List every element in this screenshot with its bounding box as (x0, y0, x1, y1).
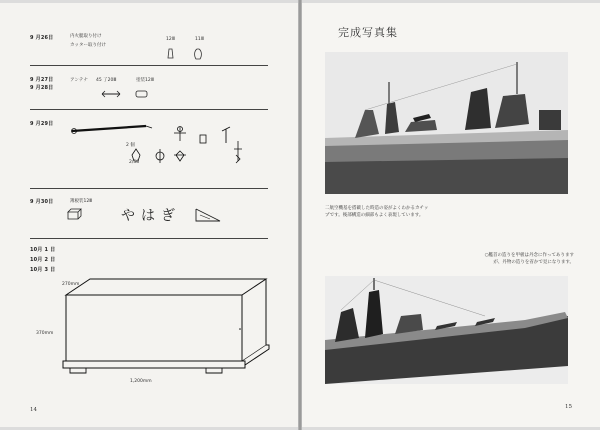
part-label: 12Ⅲ (166, 37, 175, 42)
photo-ship-side (325, 52, 568, 194)
caption-line: プです。後部構造の細部もよく表現しています。 (325, 213, 424, 218)
parts-sketches (68, 121, 268, 181)
dimension-height: 370mm (36, 331, 54, 336)
entry-date: 9 月26日 (30, 35, 54, 41)
display-case-drawing (60, 273, 270, 379)
section-divider (30, 65, 268, 66)
section-divider (30, 188, 268, 189)
part-label: 11Ⅲ (195, 37, 204, 42)
boat-part-sketch (166, 47, 206, 61)
deck-part-sketch (67, 207, 83, 221)
page-title: 完成写真集 (338, 26, 398, 39)
page-number: 14 (30, 407, 37, 413)
page-number: 15 (565, 404, 572, 410)
part-label: 2/58 (129, 160, 140, 165)
entry-note: 内火艇取り付け (70, 34, 102, 39)
dimension-depth: 270mm (62, 282, 80, 287)
antenna-part-sketch (100, 89, 160, 99)
left-page (0, 3, 298, 427)
caption-line: 二航空機基を搭載した時造の姿がよくわかるカチッ (325, 206, 429, 211)
entry-date: 9 月27日 (30, 77, 54, 83)
entry-date: 9 月29日 (30, 121, 54, 127)
section-divider (30, 109, 268, 110)
entry-note: 2 個 (126, 143, 135, 148)
entry-note: カッター取り付け (70, 43, 106, 48)
dimension-width: 1,200mm (130, 379, 152, 384)
entry-date: 9 月30日 (30, 199, 54, 205)
photo-caption (325, 205, 428, 219)
photo-caption (470, 252, 574, 266)
photo-ship-bow (325, 276, 568, 384)
entry-date: 10月 3 日 (30, 267, 56, 273)
ship-name-kana: やはぎ (121, 208, 181, 224)
caption-line: が、丹物の造りを省かで見になります。 (493, 260, 574, 265)
entry-note: 45 了20Ⅲ (96, 78, 117, 83)
entry-note: 塗装12Ⅲ (136, 78, 154, 83)
section-divider (30, 238, 268, 239)
triangle-part-sketch (194, 207, 224, 223)
entry-date: 10月 2 日 (30, 257, 56, 263)
entry-note: アンテナ (70, 78, 88, 83)
entry-date: 9 月28日 (30, 85, 54, 91)
entry-note: 簿板装12Ⅲ (70, 199, 93, 204)
entry-date: 10月 1 日 (30, 247, 56, 253)
caption-line: ○艦首の造りを甲板は丹念に作ってあります (484, 253, 574, 258)
